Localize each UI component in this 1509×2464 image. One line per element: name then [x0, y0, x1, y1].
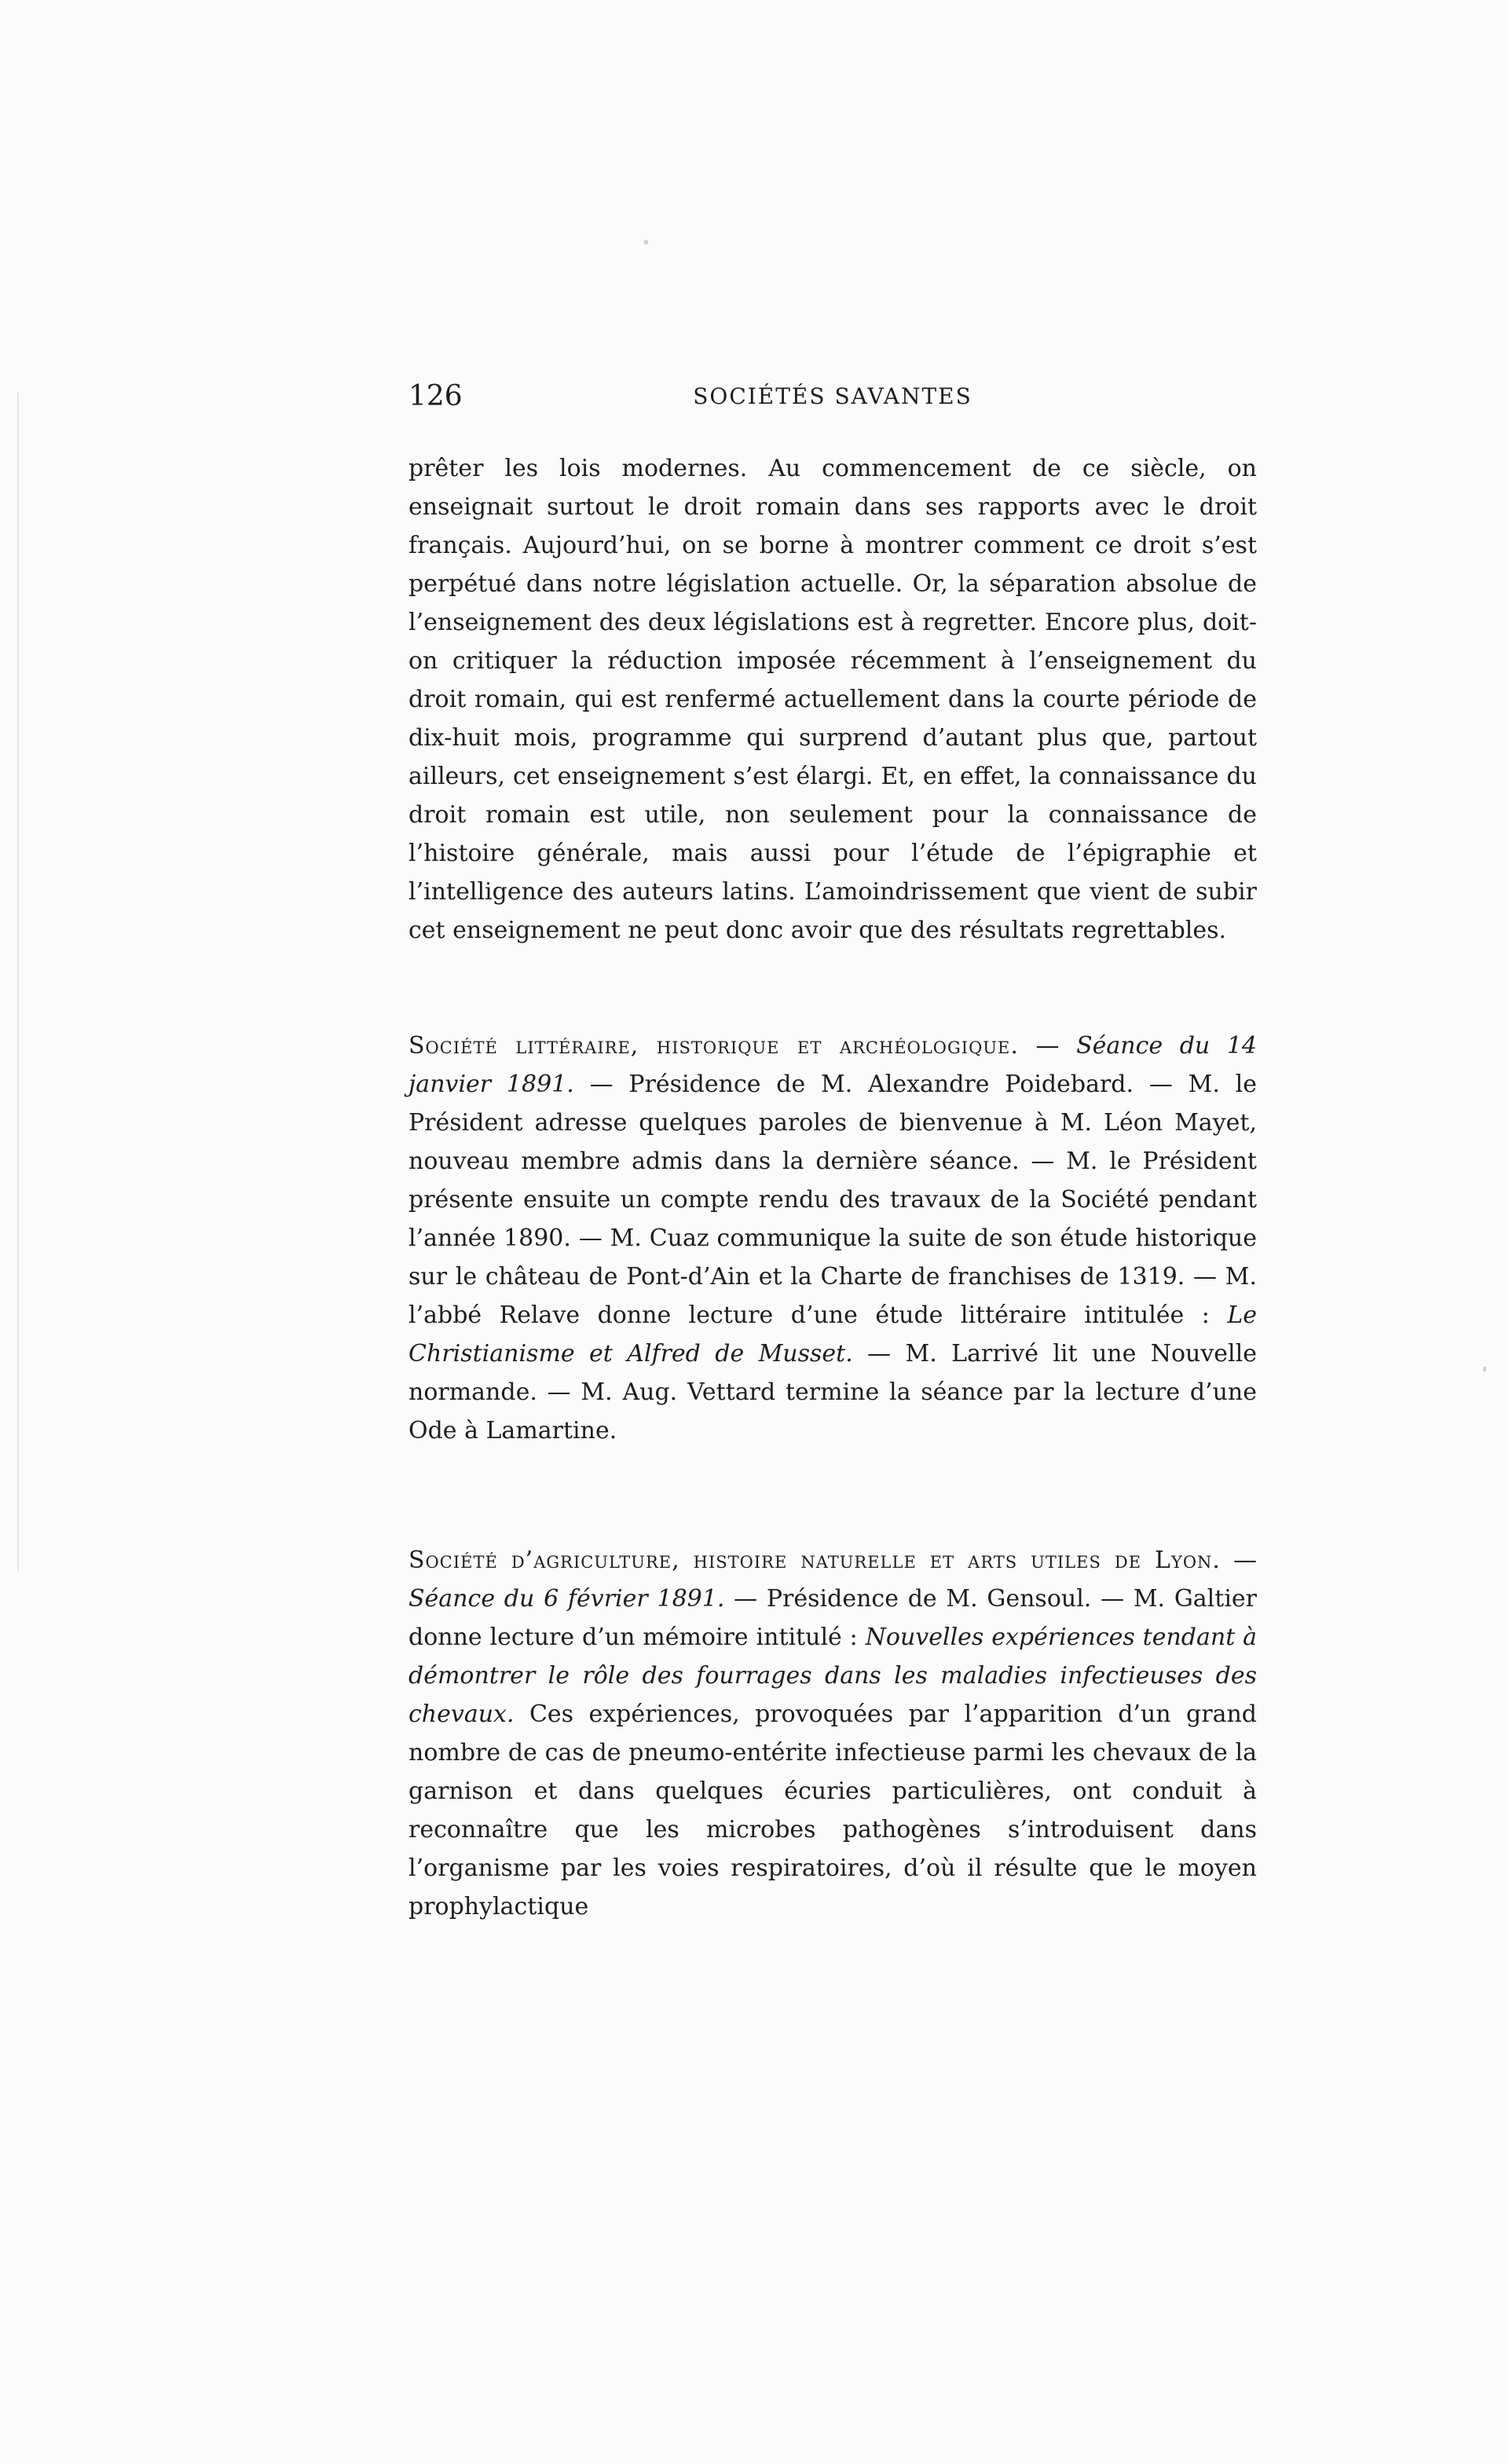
society-name: Société littéraire, historique et archéologique. [408, 1032, 1019, 1060]
section-paragraph [408, 1027, 1257, 1450]
continuation-paragraph: prêter les lois modernes. Au commencement de ce siècle, on enseignait surtout le droit romain dans ses rapports avec le droit français. Aujourd’hui, on se borne à montrer comment ce droit s’est perpétué dans notre législation actuelle. Or, la séparation absolue de l’enseignement des deux législations est à regretter. Encore plus, doit-on critiquer la réduction imposée récemment à l’enseignement du droit romain, qui est renfermé actuellement dans la courte période de dix-huit mois, programme qui surprend d’autant plus que, partout ailleurs, cet enseignement s’est élargi. Et, en effet, la connaissance du droit romain est utile, non seulement pour la connaissance de l’histoire générale, mais aussi pour l’étude de l’épigraphie et l’intelligence des auteurs latins. L’amoindrissement que vient de subir cet enseignement ne peut donc avoir que des résultats regrettables. [408, 455, 1257, 944]
section-body: — Présidence de M. Gensoul. — M. Galtier donne lecture d’un mémoire intitulé : [408, 1585, 1258, 1651]
section-body: — Présidence de M. Alexandre Poidebard. — M. le Président adresse quelques paroles de bienvenue à M. Léon Mayet, nouveau membre admis dans la dernière séance. — M. le Président présente ensuite un compte rendu des travaux de la Société pendant l’année 1890. — M. Cuaz communique la suite de son étude historique sur le château de Pont-d’Ain et la Charte de franchises de 1319. — M. l’abbé Relave donne lecture d’une étude littéraire intitulée : [408, 1071, 1257, 1329]
work-title: Le Christianisme et Alfred de Musset. [408, 1302, 1257, 1367]
section-body: — M. Larrivé lit une Nouvelle normande. — M. Aug. Vettard termine la séance par la lecture d’une Ode à Lamartine. [408, 1340, 1258, 1444]
running-head [408, 369, 1257, 416]
running-title: SOCIÉTÉS SAVANTES [693, 383, 972, 409]
section-societe-litteraire [408, 1027, 1257, 1450]
society-name: Société d’agriculture, histoire naturelle et arts utiles de Lyon. [408, 1547, 1221, 1574]
page-number: 126 [408, 380, 463, 412]
section-societe-agriculture [408, 1541, 1257, 1926]
seance-date: Séance du 14 janvier 1891. [408, 1032, 1257, 1098]
scan-mark [17, 393, 19, 1571]
section-body: Ces expériences, provoquées par l’apparition d’un grand nombre de cas de pneumo-entérite infectieuse parmi les chevaux de la garnison et dans quelques écuries particulières, ont conduit à reconnaître que les microbes pathogènes s’introduisent dans l’organisme par les voies respiratoires, d’où il résulte que le moyen prophylactique [408, 1701, 1257, 1920]
book-page [408, 369, 1257, 1926]
scan-mark [644, 240, 648, 244]
seance-date: Séance du 6 février 1891. [408, 1585, 725, 1613]
scan-mark [1483, 1367, 1486, 1371]
work-title: Nouvelles expériences tendant à démontrer le rôle des fourrages dans les maladies infectieuses des chevaux. [408, 1624, 1257, 1728]
section-paragraph [408, 1541, 1257, 1926]
dash: — [1018, 1032, 1077, 1060]
dash: — [1220, 1547, 1257, 1574]
